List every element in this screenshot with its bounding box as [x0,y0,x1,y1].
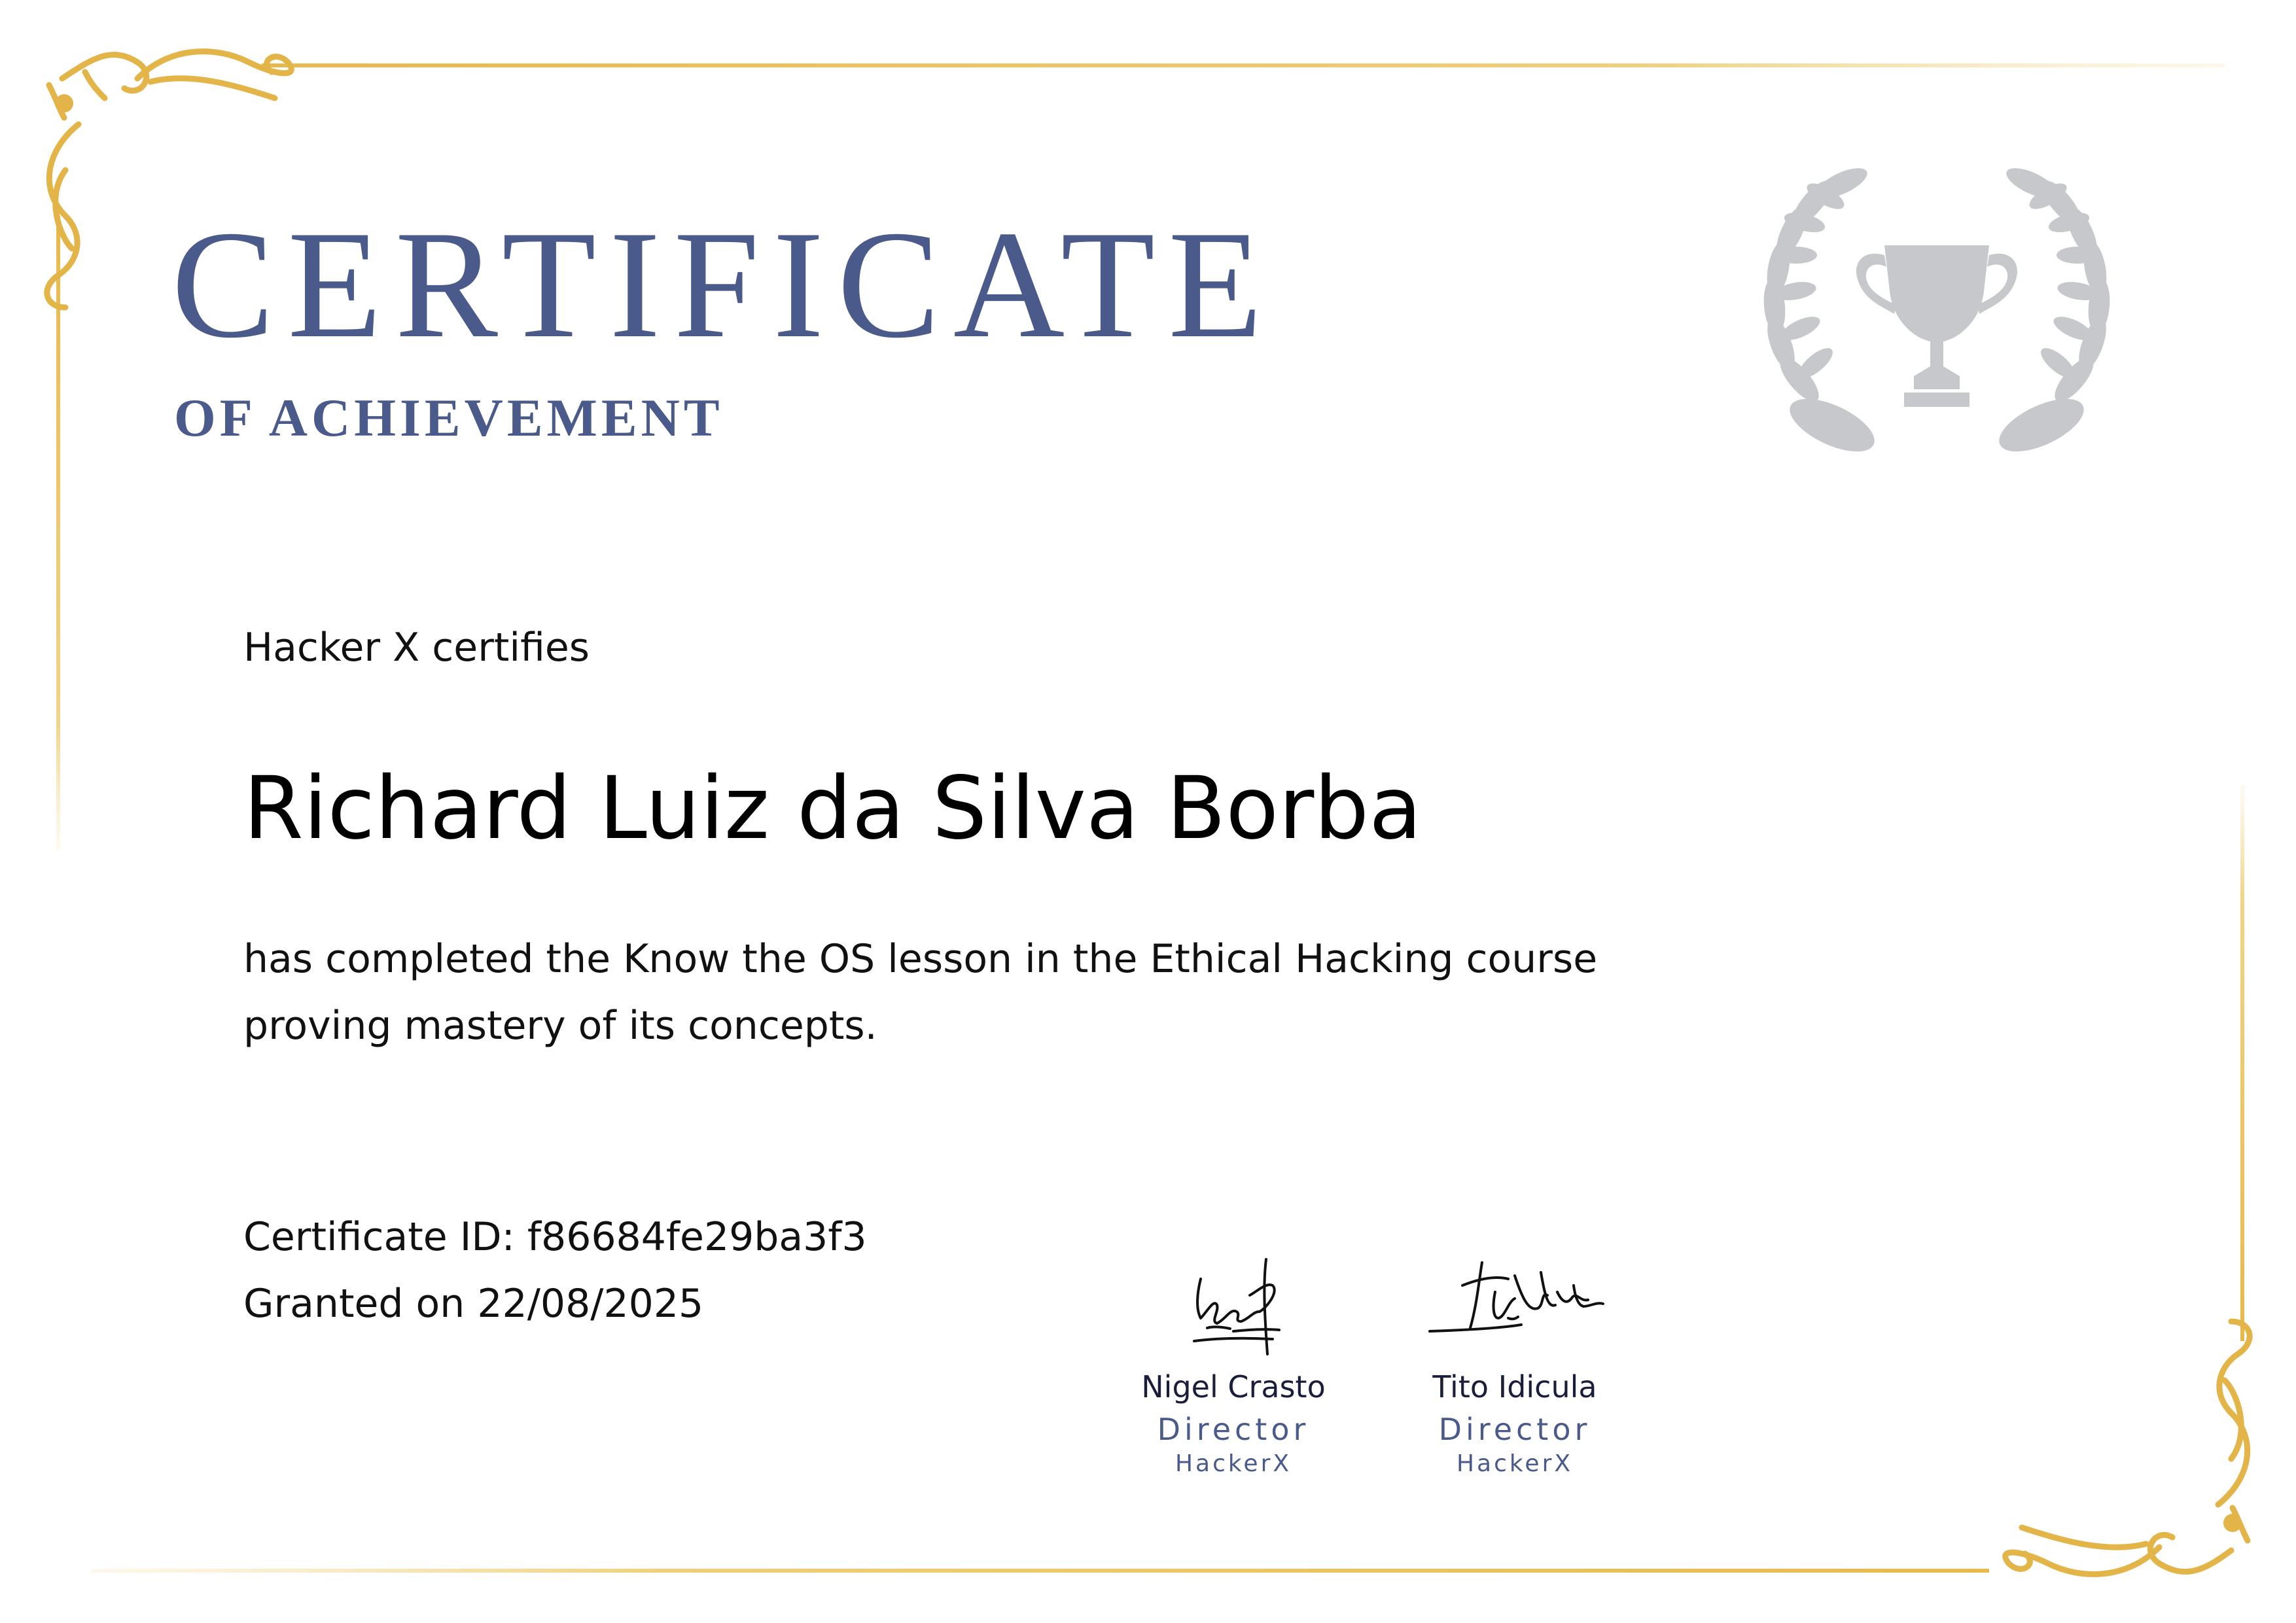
flourish-corner-icon [2005,1321,2250,1574]
signatory-block [1096,1246,1371,1478]
trophy-laurel-icon [1727,150,2146,504]
recipient-name: Richard Luiz da Silva Borba [243,758,1422,859]
signatory-organization: HackerX [1174,1450,1292,1477]
signatory-name: Tito Idicula [1432,1369,1597,1405]
signature-image [1168,1246,1299,1357]
certifier-line: Hacker X certifies [243,625,590,671]
certificate-title: CERTIFICATE [171,200,1276,370]
statement-line: proving mastery of its concepts. [243,1003,877,1049]
certificate-subtitle: OF ACHIEVEMENT [174,388,724,447]
achievement-statement [243,926,1683,1059]
granted-date: Granted on 22/08/2025 [243,1281,704,1327]
certificate-id: Certificate ID: f86684fe29ba3f3 [243,1214,867,1260]
signatory-organization: HackerX [1456,1450,1574,1477]
certificate-meta [243,1204,867,1337]
statement-line: has completed the Know the OS lesson in the Ethical Hacking course [243,936,1598,982]
signature-image [1417,1246,1613,1357]
signatory-role: Director [1438,1412,1591,1448]
signatory-role: Director [1157,1412,1310,1448]
signatory-name: Nigel Crasto [1141,1369,1326,1405]
signatory-block [1377,1246,1652,1478]
